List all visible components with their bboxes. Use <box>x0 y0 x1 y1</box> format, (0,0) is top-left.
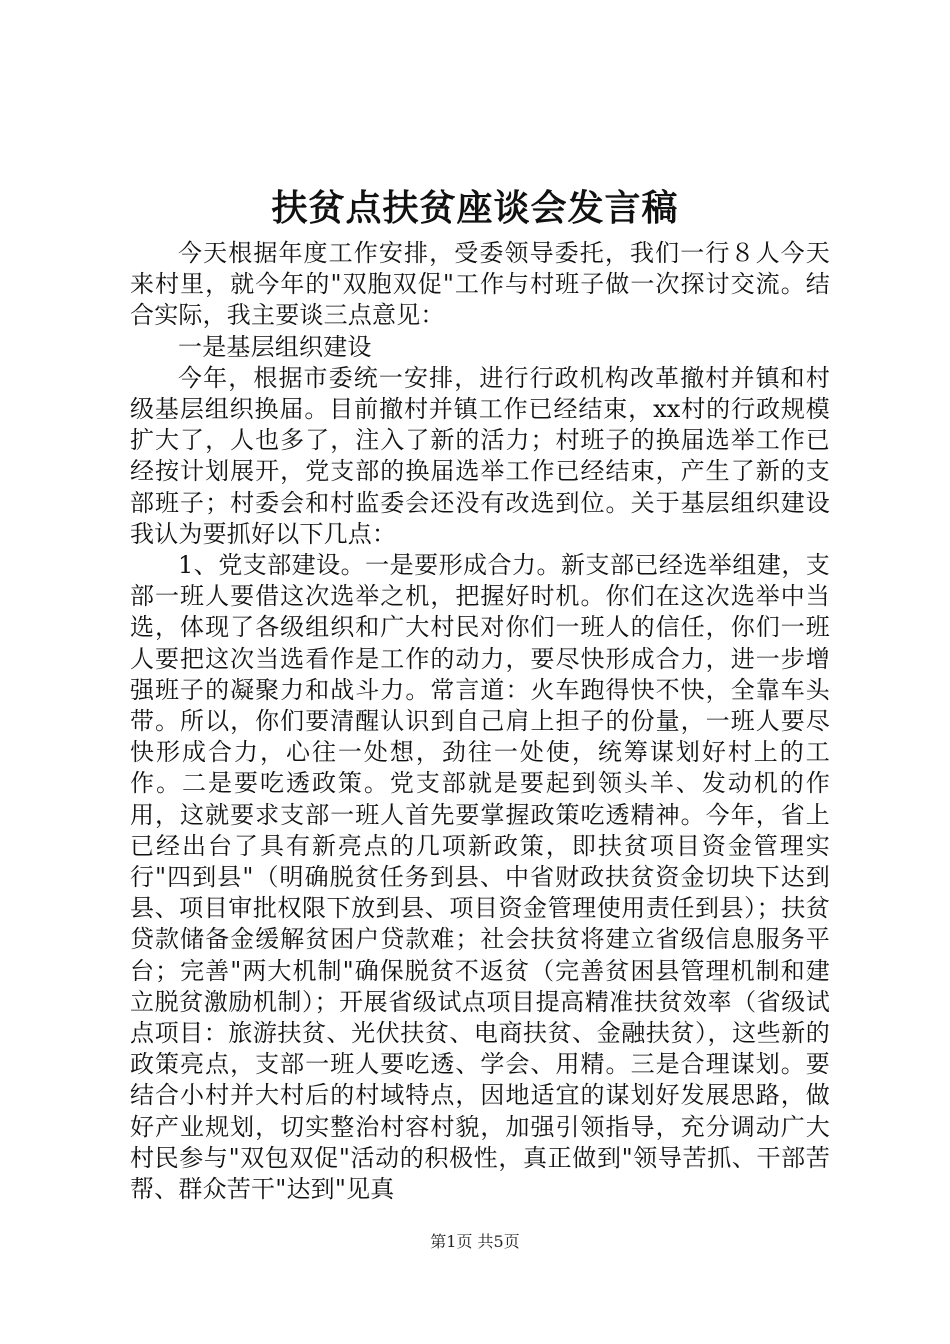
page-number: 第1页 共5页 <box>430 1232 520 1251</box>
paragraph-reform: 今年，根据市委统一安排，进行行政机构改革撤村并镇和村级基层组织换届。目前撤村并镇工作已经结束，xx村的行政规模扩大了，人也多了，注入了新的活力；村班子的换届选举工作已经按计划展开，党支部的换届选举工作已经结束，产生了新的支部班子；村委会和村监委会还没有改选到位。关于基层组织建设我认为要抓好以下几点： <box>130 363 830 548</box>
paragraph-party-branch: 1、党支部建设。一是要形成合力。新支部已经选举组建，支部一班人要借这次选举之机，把握好时机。你们在这次选举中当选，体现了各级组织和广大村民对你们一班人的信任，你们一班人要把这次当选看作是工作的动力，要尽快形成合力，进一步增强班子的凝聚力和战斗力。常言道：火车跑得快不快，全靠车头带。所以，你们要清醒认识到自己肩上担子的份量，一班人要尽快形成合力，心往一处想，劲往一处使，统筹谋划好村上的工作。二是要吃透政策。党支部就是要起到领头羊、发动机的作用，这就要求支部一班人首先要掌握政策吃透精神。今年，省上已经出台了具有新亮点的几项新政策，即扶贫项目资金管理实行"四到县"（明确脱贫任务到县、中省财政扶贫资金切块下达到县、项目审批权限下放到县、项目资金管理使用责任到县）；扶贫贷款储备金缓解贫困户贷款难；社会扶贫将建立省级信息服务平台；完善"两大机制"确保脱贫不返贫（完善贫困县管理机制和建立脱贫激励机制）；开展省级试点项目提高精准扶贫效率（省级试点项目：旅游扶贫、光伏扶贫、电商扶贫、金融扶贫），这些新的政策亮点，支部一班人要吃透、学会、用精。三是合理谋划。要结合小村并大村后的村域特点，因地适宜的谋划好发展思路，做好产业规划，切实整治村容村貌，加强引领指导，充分调动广大村民参与"双包双促"活动的积极性，真正做到"领导苦抓、干部苦帮、群众苦干"达到"见真 <box>130 551 830 1204</box>
section-heading-grassroots: 一是基层组织建设 <box>178 332 372 361</box>
document-title: 扶贫点扶贫座谈会发言稿 <box>271 187 679 229</box>
paragraph-intro: 今天根据年度工作安排，受委领导委托，我们一行８人今天来村里，就今年的"双胞双促"工作与村班子做一次探讨交流。结合实际，我主要谈三点意见： <box>130 239 830 330</box>
document-body <box>130 238 830 1205</box>
